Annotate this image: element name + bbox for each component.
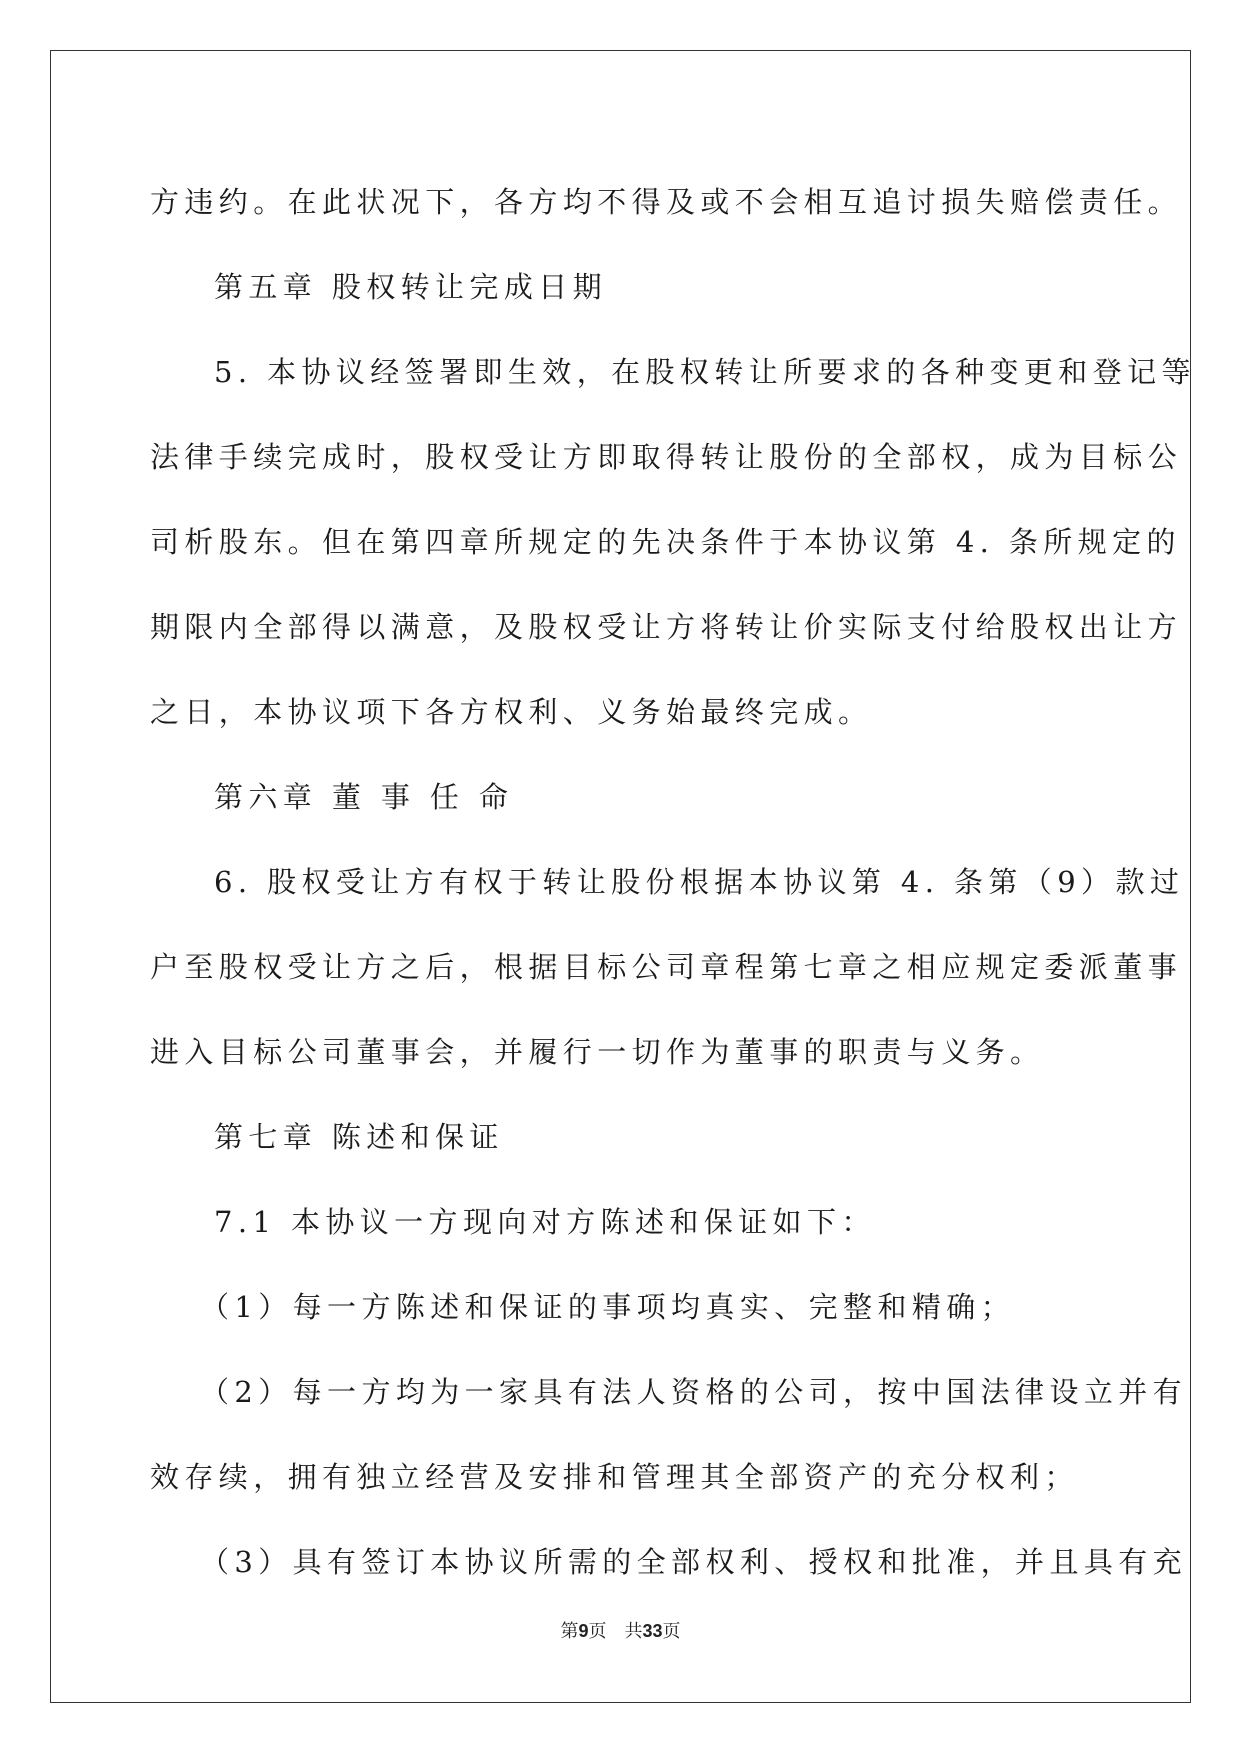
document-body	[150, 160, 1196, 1605]
total-page-count: 33	[642, 1621, 663, 1641]
paragraph-line: 5. 本协议经签署即生效，在股权转让所要求的各种变更和登记等	[214, 355, 1196, 389]
list-item: （1）每一方陈述和保证的事项均真实、完整和精确；	[200, 1290, 1016, 1324]
page-footer	[0, 1617, 1241, 1643]
paragraph-line: 法律手续完成时，股权受让方即取得转让股份的全部权，成为目标公	[150, 440, 1183, 474]
paragraph-line: 之日，本协议项下各方权利、义务始最终完成。	[150, 695, 873, 729]
list-item: （3）具有签订本协议所需的全部权利、授权和批准，并且具有充	[200, 1545, 1188, 1579]
paragraph-line: 7.1 本协议一方现向对方陈述和保证如下：	[214, 1205, 876, 1239]
current-page-number: 9	[578, 1621, 589, 1641]
chapter-heading: 第五章 股权转让完成日期	[214, 270, 608, 304]
paragraph-line: 进入目标公司董事会，并履行一切作为董事的职责与义务。	[150, 1035, 1045, 1069]
chapter-heading: 第七章 陈述和保证	[214, 1120, 504, 1154]
paragraph-line: 效存续，拥有独立经营及安排和管理其全部资产的充分权利；	[150, 1460, 1079, 1494]
paragraph-line: 司析股东。但在第四章所规定的先决条件于本协议第 4. 条所规定的	[150, 525, 1181, 559]
footer-middle: 页 共	[588, 1621, 643, 1642]
list-item: （2）每一方均为一家具有法人资格的公司，按中国法律设立并有	[200, 1375, 1188, 1409]
paragraph-line: 户至股权受让方之后，根据目标公司章程第七章之相应规定委派董事	[150, 950, 1183, 984]
paragraph-line: 期限内全部得以满意，及股权受让方将转让价实际支付给股权出让方	[150, 610, 1183, 644]
paragraph-line: 6. 股权受让方有权于转让股份根据本协议第 4. 条第（9）款过	[214, 865, 1185, 899]
footer-prefix: 第	[560, 1621, 579, 1642]
footer-suffix: 页	[662, 1621, 681, 1642]
paragraph-line: 方违约。在此状况下，各方均不得及或不会相互追讨损失赔偿责任。	[150, 185, 1183, 219]
chapter-heading: 第六章 董 事 任 命	[214, 780, 514, 814]
